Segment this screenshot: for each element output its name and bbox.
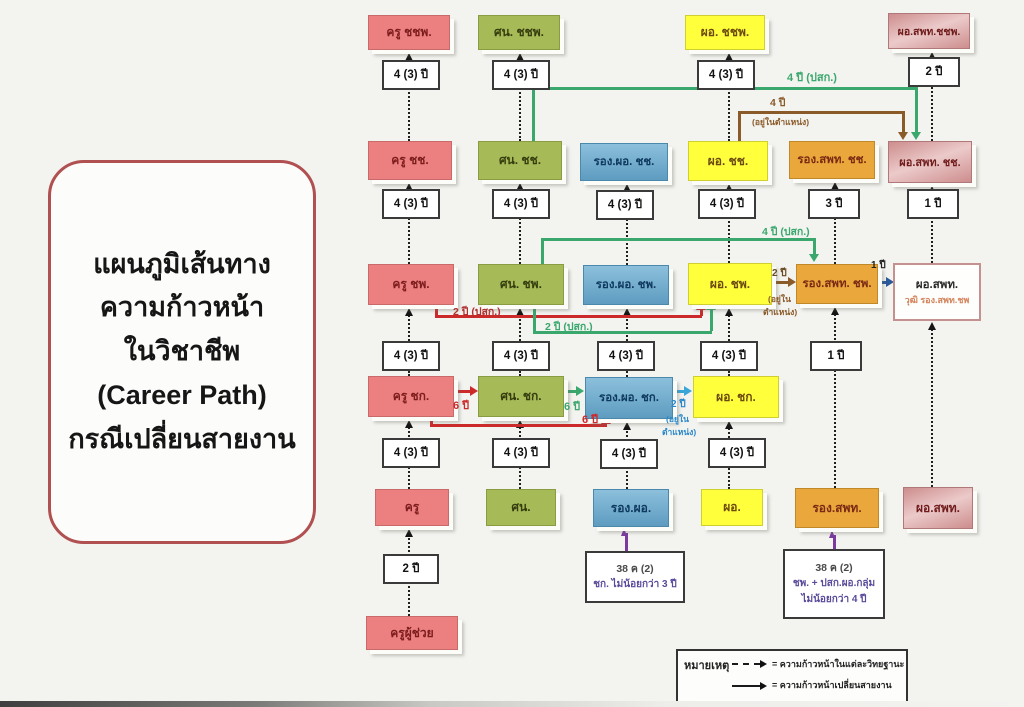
duration-box: 4 (3) ปี [492, 60, 550, 90]
node-sn-chch: ศน. ชช. [478, 141, 562, 180]
node-po-chch: ผอ. ชช. [688, 141, 768, 181]
node-rongpo-chch: รอง.ผอ. ชช. [580, 143, 668, 181]
node-sn-chchp: ศน. ชชพ. [478, 15, 560, 50]
node-pospt: ผอ.สพท. [903, 487, 973, 529]
node-kru: ครู [375, 489, 449, 526]
edge-label: 4 ปี (ปสก.) [762, 226, 810, 238]
edge-label: 2 ปี [671, 399, 686, 410]
arrow-right-icon [470, 386, 478, 396]
node-kru-chchp: ครู ชชพ. [368, 15, 450, 50]
duration-box: 4 (3) ปี [492, 341, 550, 371]
pospt-qualification-note: วุฒิ รอง.สพท.ชพ [904, 294, 970, 305]
dashed-arrow-icon [732, 663, 760, 665]
node-pospt-chchp: ผอ.สพท.ชชพ. [888, 13, 970, 49]
duration-box: 4 (3) ปี [708, 438, 766, 468]
qualification-line: ไม่น้อยกว่า 4 ปี [801, 594, 867, 606]
edge-sn-to-po-chp [710, 310, 713, 331]
title-line: ความก้าวหน้า [99, 292, 265, 323]
duration-box: 4 (3) ปี [382, 438, 440, 468]
diagram-title [48, 160, 316, 544]
node-po: ผอ. [701, 489, 763, 526]
duration-box: 4 (3) ปี [382, 189, 440, 219]
edge-sn-to-pospt-chch [532, 89, 535, 141]
edge-sn-to-rongspt-chp [541, 240, 544, 264]
edge-label: 4 ปี [770, 97, 786, 109]
edge-rongpo-to-po-chk [671, 390, 685, 393]
duration-box: 4 (3) ปี [492, 189, 550, 219]
edge-po-to-pospt-chch [738, 111, 905, 114]
duration-box: 4 (3) ปี [382, 341, 440, 371]
title-line: แผนภูมิเส้นทาง [93, 248, 271, 279]
title-line: กรณีเปลี่ยนสายงาน [68, 423, 296, 454]
node-sn: ศน. [486, 489, 556, 526]
node-po-chk: ผอ. ชก. [693, 376, 779, 418]
arrow-right-icon [788, 277, 796, 287]
edge-label: ตำแหน่ง) [662, 427, 697, 437]
edge-po-to-rongspt-chp [770, 281, 789, 284]
node-pospt-qualification [893, 263, 981, 321]
dotted-arrow [931, 326, 933, 487]
duration-box: 4 (3) ปี [697, 60, 755, 90]
duration-box: 1 ปี [810, 341, 862, 371]
qualification-box-rongspt [783, 549, 885, 619]
arrow-right-icon [760, 682, 767, 690]
edge-sn-to-rongspt-chp [813, 238, 816, 255]
edge-sn-to-rongpo-chk [562, 390, 577, 393]
node-sn-chp: ศน. ชพ. [478, 264, 564, 305]
solid-arrow-icon [732, 685, 760, 687]
node-kru-chch: ครู ชช. [368, 141, 452, 180]
qualification-line: ชก. ไม่น้อยกว่า 3 ปี [593, 579, 677, 591]
legend-dashed-label: = ความก้าวหน้าในแต่ละวิทยฐานะ [772, 659, 905, 669]
duration-box: 4 (3) ปี [700, 341, 758, 371]
edge-label: 2 ปี (ปสก.) [453, 306, 501, 318]
duration-box: 4 (3) ปี [597, 341, 655, 371]
edge-label: (อยู่ใน [666, 414, 689, 424]
photo-edge-bar [0, 701, 1024, 707]
arrow-down-icon [809, 254, 819, 262]
node-rongpo-chk: รอง.ผอ. ชก. [585, 377, 673, 419]
node-pospt-chch: ผอ.สพท. ชช. [888, 141, 972, 183]
node-rongspt-chch: รอง.สพท. ชช. [789, 141, 875, 179]
pospt-label: ผอ.สพท. [915, 278, 959, 291]
edge-label: ตำแหน่ง) [763, 307, 798, 317]
arrow-down-icon [898, 132, 908, 140]
node-rongspt: รอง.สพท. [795, 488, 879, 528]
node-kru-chk: ครู ชก. [368, 376, 454, 417]
edge-label: 6 ปี [582, 414, 599, 426]
edge-label: 4 ปี (ปสก.) [787, 72, 837, 84]
edge-label: (อยู่ใน [768, 294, 791, 304]
edge-po-to-pospt-chch [902, 111, 905, 133]
edge-label: 6 ปี [453, 400, 470, 412]
title-line: ในวิชาชีพ [123, 336, 241, 367]
edge-label: 2 ปี (ปสก.) [545, 321, 593, 333]
qualification-box-rongpo [585, 551, 685, 603]
edge-kru-to-rongpo-chk [430, 424, 607, 427]
duration-box: 4 (3) ปี [600, 439, 658, 469]
edge-label: 1 ปี [871, 260, 886, 271]
legend-title: หมายเหตุ [684, 660, 730, 672]
edge-label: (อยู่ในตำแหน่ง) [752, 117, 810, 127]
dotted-arrow [834, 311, 836, 488]
legend-solid-label: = ความก้าวหน้าเปลี่ยนสายงาน [772, 680, 892, 690]
duration-box: 4 (3) ปี [596, 190, 654, 220]
node-po-chp: ผอ. ชพ. [688, 263, 772, 305]
duration-box: 2 ปี [908, 57, 960, 87]
duration-box: 4 (3) ปี [698, 189, 756, 219]
qualification-line: 38 ค (2) [616, 562, 654, 575]
node-rongspt-chp: รอง.สพท. ชพ. [796, 264, 878, 304]
duration-box: 4 (3) ปี [492, 438, 550, 468]
duration-box: 3 ปี [808, 189, 860, 219]
purple-arrow [625, 533, 628, 551]
edge-kru-to-po-chp [700, 310, 703, 316]
node-rongpo: รอง.ผอ. [593, 489, 669, 527]
edge-label: 2 ปี [772, 268, 787, 279]
qualification-line: ชพ. + ปสก.ผอ.กลุ่ม [792, 578, 876, 590]
arrow-right-icon [684, 386, 692, 396]
node-sn-chk: ศน. ชก. [478, 376, 564, 417]
duration-box: 4 (3) ปี [382, 60, 440, 90]
edge-label: 6 ปี [564, 401, 581, 413]
title-line: (Career Path) [97, 379, 267, 410]
node-kru-chp: ครู ชพ. [368, 264, 454, 305]
edge-po-to-pospt-chch [738, 113, 741, 141]
node-po-chchp: ผอ. ชชพ. [685, 15, 765, 50]
edge-sn-to-po-chp [533, 303, 536, 333]
qualification-line: 38 ค (2) [815, 561, 853, 574]
edge-sn-to-pospt-chch [915, 87, 918, 133]
duration-box: 1 ปี [907, 189, 959, 219]
arrow-right-icon [760, 660, 767, 668]
edge-kru-to-sn-chk [452, 390, 471, 393]
node-rongpo-chp: รอง.ผอ. ชพ. [583, 265, 669, 305]
purple-arrow [833, 535, 836, 549]
arrow-down-icon [911, 132, 921, 140]
node-kru-assistant: ครูผู้ช่วย [366, 616, 458, 650]
duration-box: 2 ปี [383, 554, 439, 584]
arrow-right-icon [576, 386, 584, 396]
